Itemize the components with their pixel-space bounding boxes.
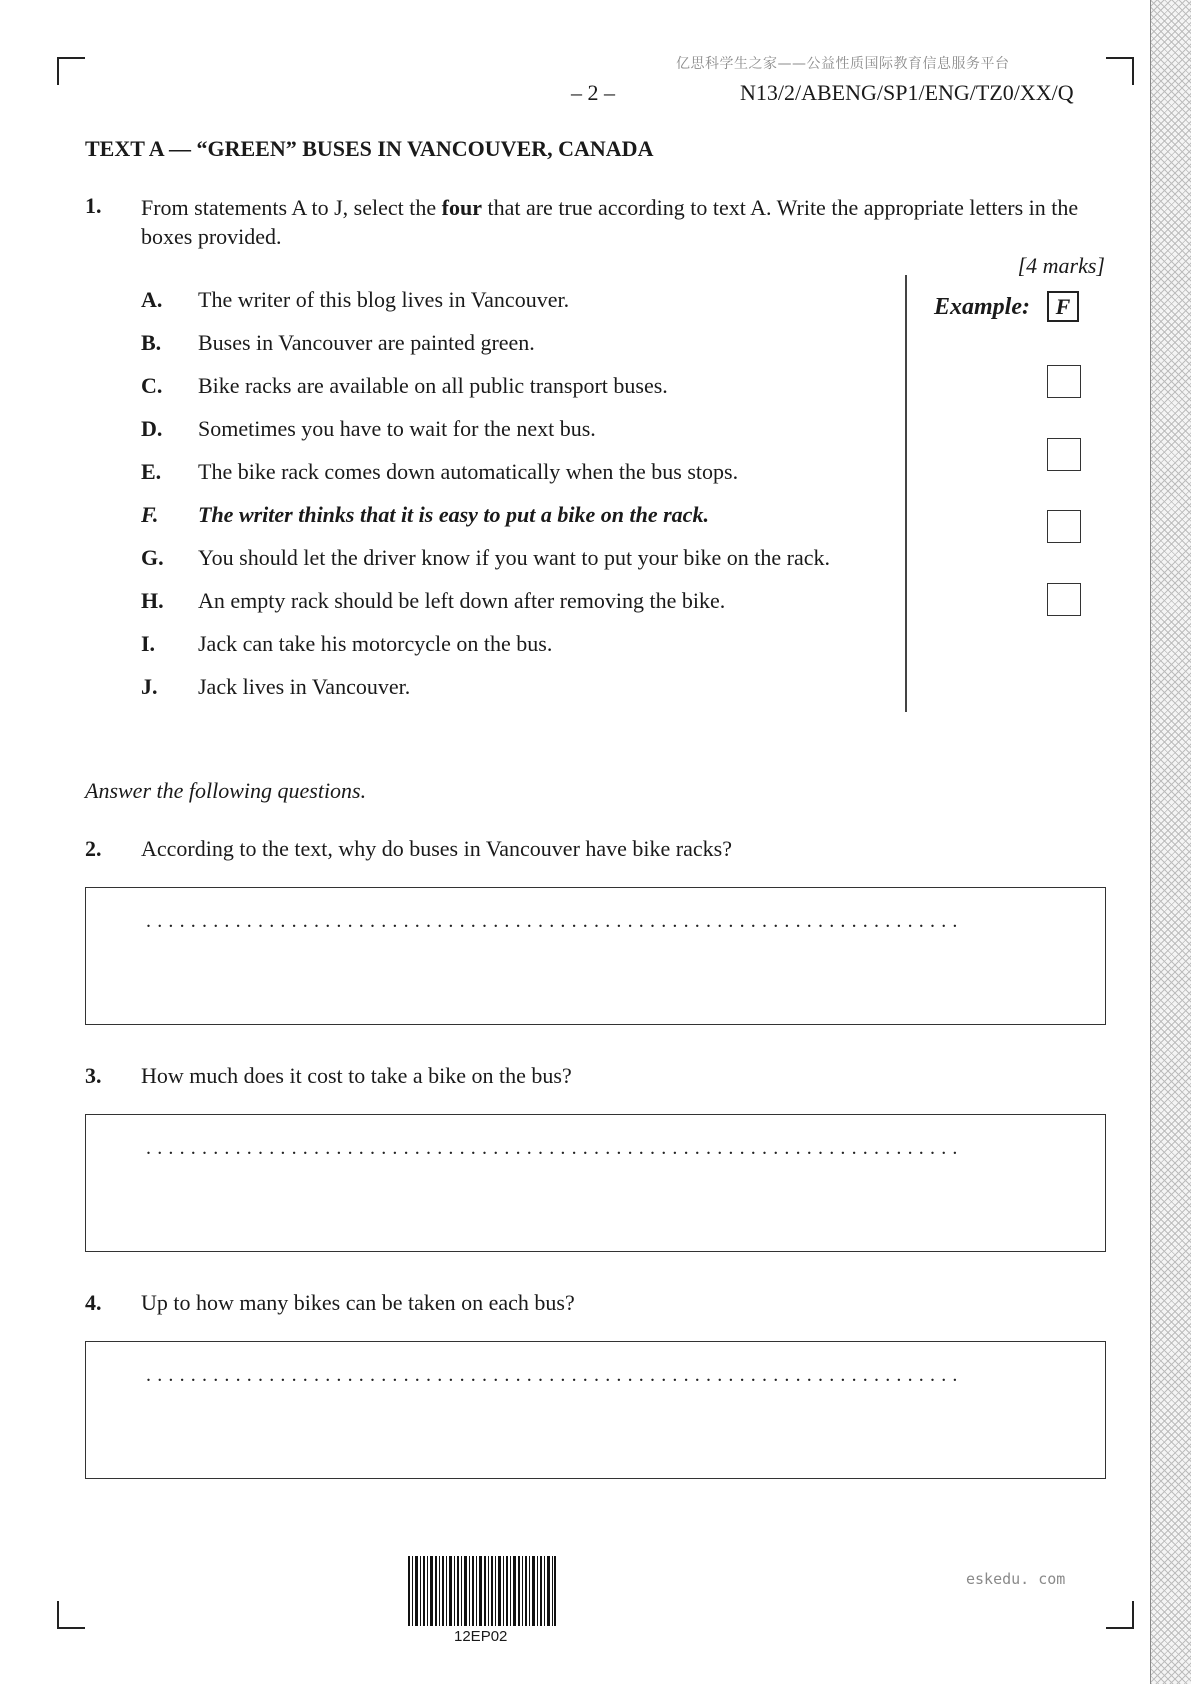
footer-watermark: eskedu. com: [966, 1570, 1066, 1588]
statement-text-i: Jack can take his motorcycle on the bus.: [198, 631, 553, 656]
exam-code: N13/2/ABENG/SP1/ENG/TZ0/XX/Q: [740, 80, 1074, 105]
statement-letter-c: C.: [141, 373, 163, 398]
statement-text-g: You should let the driver know if you want to put your bike on the rack.: [198, 545, 831, 570]
statement-text-c: Bike racks are available on all public transport buses.: [198, 373, 668, 398]
instruction-text: Answer the following questions.: [85, 778, 367, 803]
question-3-text: How much does it cost to take a bike on the bus?: [141, 1063, 572, 1088]
question-1-text-after: that are true according to text A. Write the appropriate letters in the boxes provided.: [141, 195, 1079, 249]
barcode-label: 12EP02: [454, 1628, 508, 1645]
crop-mark-bottom-left: [57, 1601, 85, 1629]
question-1-marks: [4 marks]: [1017, 253, 1105, 278]
statement-text-d: Sometimes you have to wait for the next bus.: [198, 416, 596, 441]
example-answer-box: F: [1047, 291, 1079, 322]
section-title: TEXT A — “GREEN” BUSES IN VANCOUVER, CANADA: [85, 136, 654, 161]
statement-text-b: Buses in Vancouver are painted green.: [198, 330, 535, 355]
page-margin-strip: [1150, 0, 1191, 1684]
crop-mark-bottom-right: [1106, 1601, 1134, 1629]
barcode: [408, 1556, 556, 1626]
answer-area-question-3[interactable]: [85, 1114, 1106, 1252]
answer-area-question-4[interactable]: [85, 1341, 1106, 1479]
statement-text-e: The bike rack comes down automatically when the bus stops.: [198, 459, 739, 484]
page-number: – 2 –: [571, 80, 615, 105]
answer-column-divider: [905, 275, 907, 712]
question-1-text-bold: four: [441, 195, 482, 220]
statement-text-a: The writer of this blog lives in Vancouver.: [198, 287, 570, 312]
answer-box-2[interactable]: [1047, 438, 1081, 471]
answer-line-question-4: .........................................................................: [146, 1364, 964, 1386]
answer-area-question-2[interactable]: [85, 887, 1106, 1025]
question-4-text: Up to how many bikes can be taken on each bus?: [141, 1290, 575, 1315]
answer-line-question-3: .........................................................................: [146, 1137, 964, 1159]
statement-letter-f: F.: [141, 502, 159, 527]
crop-mark-top-right: [1106, 57, 1134, 85]
header-watermark: 亿思科学生之家——公益性质国际教育信息服务平台: [676, 56, 1010, 72]
statement-text-j: Jack lives in Vancouver.: [198, 674, 411, 699]
question-1-text-before: From statements A to J, select the: [141, 195, 442, 220]
statement-letter-a: A.: [141, 287, 163, 312]
answer-box-3[interactable]: [1047, 510, 1081, 543]
crop-mark-top-left: [57, 57, 85, 85]
question-3-number: 3.: [85, 1063, 102, 1088]
statement-letter-e: E.: [141, 459, 162, 484]
question-1-number: 1.: [85, 193, 102, 218]
answer-line-question-2: .........................................................................: [146, 910, 964, 932]
statement-letter-i: I.: [141, 631, 156, 656]
example-label: Example:: [934, 294, 1030, 320]
question-1-text: [141, 193, 1105, 280]
question-2-text: According to the text, why do buses in Vancouver have bike racks?: [141, 836, 732, 861]
statement-letter-h: H.: [141, 588, 164, 613]
statement-letter-b: B.: [141, 330, 162, 355]
statement-text-f: The writer thinks that it is easy to put a bike on the rack.: [198, 502, 709, 527]
statement-letter-g: G.: [141, 545, 164, 570]
answer-box-1[interactable]: [1047, 365, 1081, 398]
statement-letter-j: J.: [141, 674, 158, 699]
statement-letter-d: D.: [141, 416, 163, 441]
question-4-number: 4.: [85, 1290, 102, 1315]
answer-box-4[interactable]: [1047, 583, 1081, 616]
statement-text-h: An empty rack should be left down after removing the bike.: [198, 588, 726, 613]
question-2-number: 2.: [85, 836, 102, 861]
